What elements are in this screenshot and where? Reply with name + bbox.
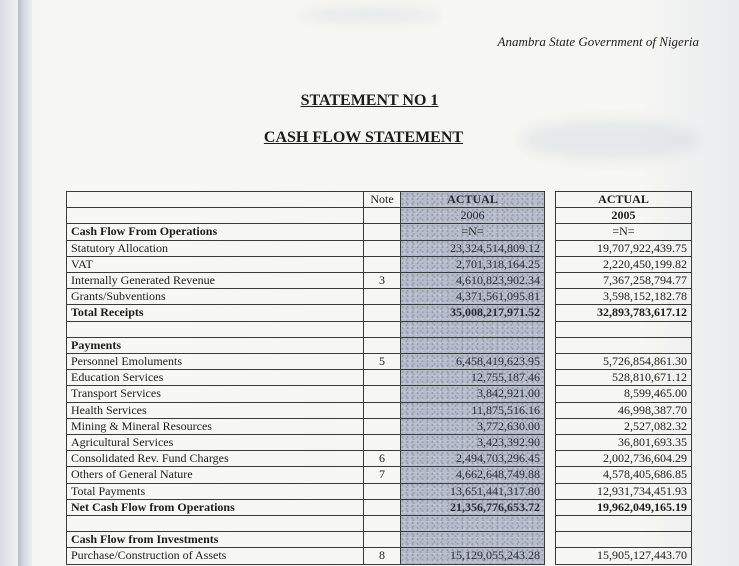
value-2006: 4,610,823,902.34 bbox=[401, 273, 545, 289]
value-2005: 5,726,854,861.30 bbox=[556, 354, 692, 370]
row-note bbox=[364, 337, 401, 353]
header-year-2005: 2005 bbox=[556, 208, 692, 224]
value-2005: 15,905,127,443.70 bbox=[556, 548, 692, 564]
table-row bbox=[67, 435, 692, 451]
table-row bbox=[67, 548, 692, 564]
table-row bbox=[67, 386, 692, 402]
row-note bbox=[364, 240, 401, 256]
row-note: 8 bbox=[364, 548, 401, 564]
value-2006 bbox=[401, 337, 545, 353]
header-note: Note bbox=[364, 192, 401, 208]
value-2005: 46,998,387.70 bbox=[556, 402, 692, 418]
value-2005 bbox=[556, 337, 692, 353]
table-row bbox=[67, 402, 692, 418]
value-2006: 12,755,187.46 bbox=[401, 370, 545, 386]
table-row bbox=[67, 532, 692, 548]
row-label: Health Services bbox=[67, 402, 364, 418]
value-2005 bbox=[556, 532, 692, 548]
table-header-row bbox=[67, 208, 692, 224]
header-cell-description bbox=[67, 192, 364, 208]
row-note bbox=[364, 402, 401, 418]
value-2005: 19,962,049,165.19 bbox=[556, 499, 692, 515]
row-label: Purchase/Construction of Assets bbox=[67, 548, 364, 564]
row-label: Others of General Nature bbox=[67, 467, 364, 483]
table-row bbox=[67, 451, 692, 467]
header-actual-2006: ACTUAL bbox=[401, 192, 545, 208]
value-2006: 2,494,703,296.45 bbox=[401, 451, 545, 467]
value-2006 bbox=[401, 516, 545, 532]
table-row bbox=[67, 289, 692, 305]
row-label: Total Payments bbox=[67, 483, 364, 499]
value-2006 bbox=[401, 532, 545, 548]
row-label: Cash Flow From Operations bbox=[67, 224, 364, 240]
value-2005: 528,810,671.12 bbox=[556, 370, 692, 386]
statement-number: STATEMENT NO 1 bbox=[300, 92, 439, 109]
value-2005: 19,707,922,439.75 bbox=[556, 240, 692, 256]
row-note: 5 bbox=[364, 354, 401, 370]
value-2005: 4,578,405,686.85 bbox=[556, 467, 692, 483]
row-note bbox=[364, 532, 401, 548]
value-2006: 4,662,648,749.88 bbox=[401, 467, 545, 483]
row-label: Consolidated Rev. Fund Charges bbox=[67, 451, 364, 467]
table-row bbox=[67, 240, 692, 256]
row-label: Transport Services bbox=[67, 386, 364, 402]
table-header-row bbox=[67, 192, 692, 208]
value-2006: 11,875,516.16 bbox=[401, 402, 545, 418]
table-row bbox=[67, 354, 692, 370]
row-note bbox=[364, 224, 401, 240]
value-2005: 32,893,783,617.12 bbox=[556, 305, 692, 321]
row-note: 6 bbox=[364, 451, 401, 467]
row-note bbox=[364, 386, 401, 402]
value-2006: 21,356,776,653.72 bbox=[401, 499, 545, 515]
row-label: Net Cash Flow from Operations bbox=[67, 499, 364, 515]
row-label: Personnel Emoluments bbox=[67, 354, 364, 370]
value-2006: 3,842,921.00 bbox=[401, 386, 545, 402]
value-2005: 2,002,736,604.29 bbox=[556, 451, 692, 467]
row-note: 7 bbox=[364, 467, 401, 483]
row-note bbox=[364, 305, 401, 321]
value-2006: =N= bbox=[401, 224, 545, 240]
government-header: Anambra State Government of Nigeria bbox=[497, 34, 699, 49]
row-label: Agricultural Services bbox=[67, 435, 364, 451]
value-2005: 36,801,693.35 bbox=[556, 435, 692, 451]
table-row bbox=[67, 467, 692, 483]
row-label: Education Services bbox=[67, 370, 364, 386]
value-2005: 3,598,152,182.78 bbox=[556, 289, 692, 305]
value-2006: 15,129,055,243.28 bbox=[401, 548, 545, 564]
value-2005: 2,220,450,199.82 bbox=[556, 256, 692, 272]
table-row bbox=[67, 418, 692, 434]
row-label bbox=[67, 321, 364, 337]
value-2006: 3,772,630.00 bbox=[401, 418, 545, 434]
row-note bbox=[364, 370, 401, 386]
row-label: VAT bbox=[67, 256, 364, 272]
value-2006: 6,458,419,623.95 bbox=[401, 354, 545, 370]
value-2006: 3,423,392.90 bbox=[401, 435, 545, 451]
value-2005: 8,599,465.00 bbox=[556, 386, 692, 402]
row-note bbox=[364, 499, 401, 515]
row-label bbox=[67, 516, 364, 532]
value-2005 bbox=[556, 516, 692, 532]
table-row bbox=[67, 516, 692, 532]
value-2006 bbox=[401, 321, 545, 337]
scan-smudge bbox=[300, 8, 440, 22]
header-year-2006: 2006 bbox=[401, 208, 545, 224]
table-row bbox=[67, 483, 692, 499]
value-2006: 2,701,318,164.25 bbox=[401, 256, 545, 272]
table-row bbox=[67, 256, 692, 272]
row-note bbox=[364, 435, 401, 451]
row-label: Grants/Subventions bbox=[67, 289, 364, 305]
value-2005: 12,931,734,451.93 bbox=[556, 483, 692, 499]
row-label: Internally Generated Revenue bbox=[67, 273, 364, 289]
row-note bbox=[364, 256, 401, 272]
table-row bbox=[67, 499, 692, 515]
table-row bbox=[67, 321, 692, 337]
table-row bbox=[67, 370, 692, 386]
table-row bbox=[67, 305, 692, 321]
value-2006: 35,008,217,971.52 bbox=[401, 305, 545, 321]
table-row bbox=[67, 337, 692, 353]
table-row bbox=[67, 224, 692, 240]
table-row bbox=[67, 273, 692, 289]
value-2005: 2,527,082.32 bbox=[556, 418, 692, 434]
header-actual-2005: ACTUAL bbox=[556, 192, 692, 208]
row-note bbox=[364, 418, 401, 434]
row-label: Mining & Mineral Resources bbox=[67, 418, 364, 434]
statement-title: CASH FLOW STATEMENT bbox=[263, 129, 464, 146]
row-label: Payments bbox=[67, 337, 364, 353]
value-2006: 13,651,441,317.80 bbox=[401, 483, 545, 499]
row-label: Total Receipts bbox=[67, 305, 364, 321]
value-2005 bbox=[556, 321, 692, 337]
row-note bbox=[364, 516, 401, 532]
value-2006: 23,324,514,809.12 bbox=[401, 240, 545, 256]
value-2005: =N= bbox=[556, 224, 692, 240]
row-note bbox=[364, 289, 401, 305]
row-note bbox=[364, 321, 401, 337]
row-note: 3 bbox=[364, 273, 401, 289]
value-2006: 4,371,561,095.81 bbox=[401, 289, 545, 305]
value-2005: 7,367,258,794.77 bbox=[556, 273, 692, 289]
binding-shadow bbox=[18, 0, 32, 566]
cash-flow-table bbox=[66, 191, 692, 565]
row-label: Cash Flow from Investments bbox=[67, 532, 364, 548]
row-note bbox=[364, 483, 401, 499]
row-label: Statutory Allocation bbox=[67, 240, 364, 256]
